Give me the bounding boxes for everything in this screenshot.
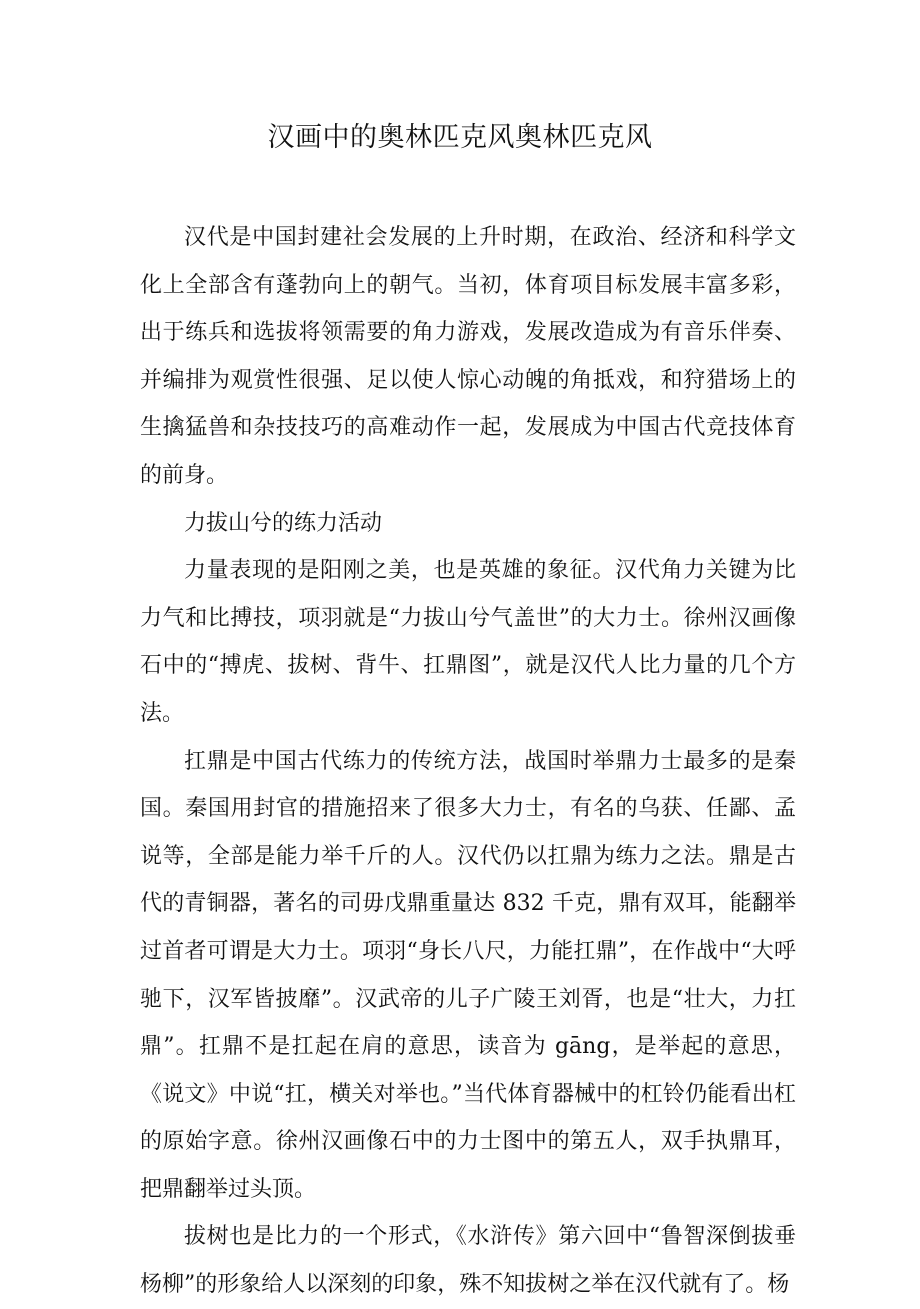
paragraph-intro: 汉代是中国封建社会发展的上升时期，在政治、经济和科学文化上全部含有蓬勃向上的朝气。当初，体育项目标发展丰富多彩，出于练兵和选拔将领需要的角力游戏，发展改造成为有音乐伴奏、并编排为观赏性很强、足以使人惊心动魄的角抵戏，和狩猎场上的生擒猛兽和杂技技巧的高难动作一起，发展成为中国古代竞技体育的前身。 — [140, 225, 796, 488]
document-body — [140, 214, 796, 1309]
paragraph-ding-lifting: 扛鼎是中国古代练力的传统方法，战国时举鼎力士最多的是秦国。秦国用封官的措施招来了很多大力士，有名的乌获、任鄙、孟说等，全部是能力举千斤的人。汉代仍以扛鼎为练力之法。鼎是古代的青铜器，著名的司毋戊鼎重量达 832 千克，鼎有双耳，能翻举过首者可谓是大力士。项羽“身长八尺，力能扛鼎”，在作战中“大呼驰下，汉军皆披靡”。汉武帝的儿子广陵王刘胥，也是“壮大，力扛鼎”。扛鼎不是扛起在肩的意思，读音为 gāng，是举起的意思，《说文》中说“扛，横关对举也。”当代体育器械中的杠铃仍能看出杠的原始字意。徐州汉画像石中的力士图中的第五人，双手执鼎耳，把鼎翻举过头顶。 — [140, 748, 796, 1202]
paragraph-tree-pulling: 拔树也是比力的一个形式，《水浒传》第六回中“鲁智深倒拔垂杨柳”的形象给人以深刻的印象，殊不知拔树之举在汉代就有了。杨 — [140, 1224, 796, 1298]
section-heading: 力拔山兮的练力活动 — [184, 510, 383, 536]
paragraph-strength: 力量表现的是阳刚之美，也是英雄的象征。汉代角力关键为比力气和比搏技，项羽就是“力拔山兮气盖世”的大力士。徐州汉画像石中的“搏虎、拔树、背牛、扛鼎图”，就是汉代人比力量的几个方法。 — [140, 558, 796, 726]
document-title: 汉画中的奥林匹克风奥林匹克风 — [267, 122, 653, 153]
